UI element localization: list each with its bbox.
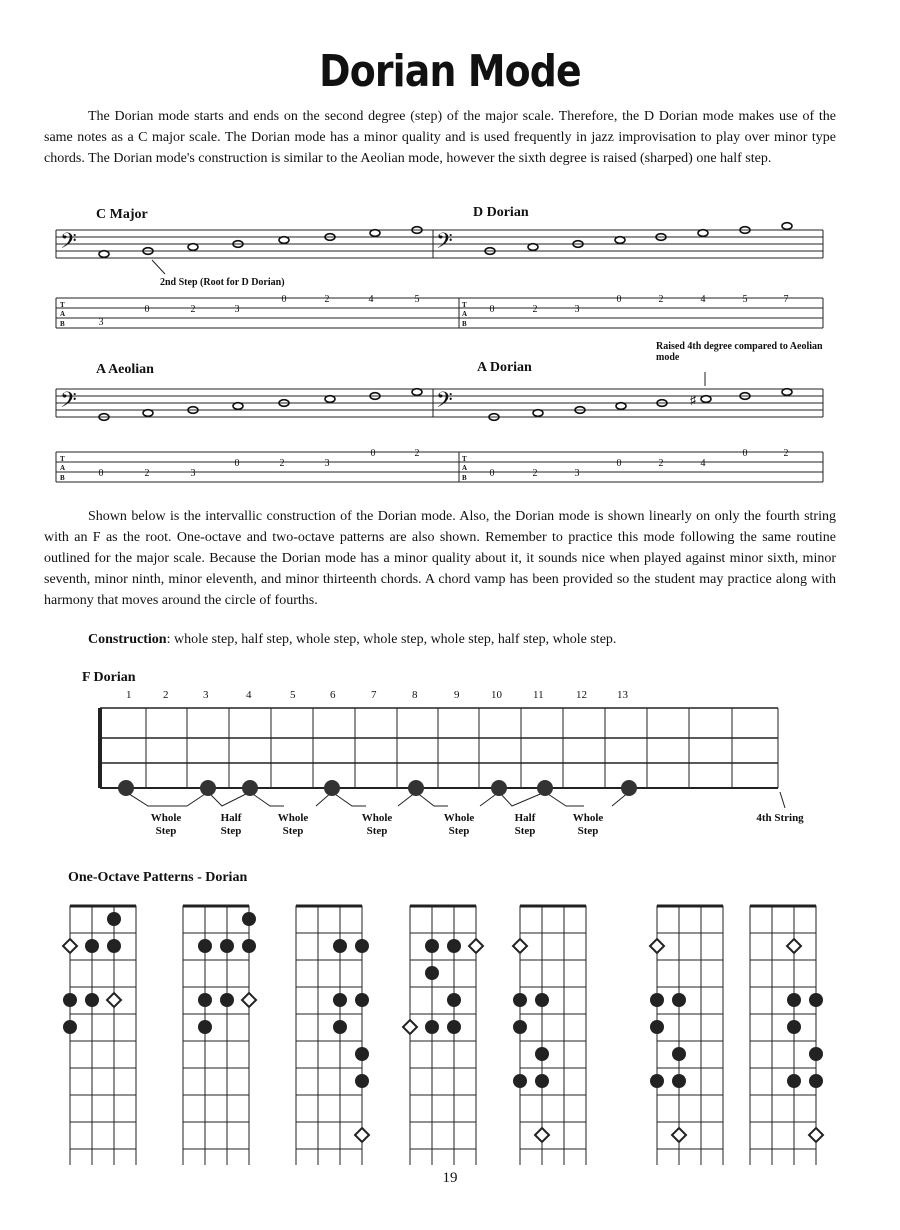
a-dorian-tab [490,448,789,479]
svg-text:T: T [60,455,65,463]
svg-text:0: 0 [234,458,240,469]
svg-text:B: B [462,474,467,482]
svg-text:3: 3 [574,304,580,315]
fret-number: 8 [412,689,418,701]
fret-number: 9 [454,689,460,701]
svg-text:2: 2 [144,468,150,479]
pattern-4 [403,906,483,1165]
construction-line [88,632,616,648]
d-dorian-notes [485,223,792,255]
a-aeolian-label: A Aeolian [96,362,154,377]
step-label: Half Step [514,812,536,837]
tab-2 [56,452,823,482]
tab-1 [56,298,823,328]
svg-text:2: 2 [279,458,285,469]
svg-text:2: 2 [532,468,538,479]
svg-text:3: 3 [190,468,196,479]
sharp-icon: ♯ [690,393,696,407]
svg-text:3: 3 [98,317,104,328]
fret-number: 5 [290,689,296,701]
a-dorian-notes [489,389,792,421]
svg-text:0: 0 [98,468,104,479]
svg-text:0: 0 [144,304,150,315]
notation-systems [0,0,900,500]
svg-text:B: B [60,474,65,482]
svg-text:0: 0 [616,458,622,469]
svg-text:A: A [60,310,66,318]
raised-annotation: Raised 4th degree compared to Aeolian mode [656,341,823,363]
svg-text:2: 2 [324,294,330,305]
c-major-tab [99,294,420,328]
a-aeolian-tab [99,448,420,479]
svg-text:A: A [60,464,66,472]
a-aeolian-notes [99,389,422,421]
c-major-notes [99,227,422,258]
construction-label: Construction [88,632,167,647]
svg-text:B: B [60,320,65,328]
svg-text:B: B [462,320,467,328]
svg-text:5: 5 [414,294,420,305]
svg-text:3: 3 [234,304,240,315]
d-dorian-label: D Dorian [473,205,529,220]
fret-number: 13 [617,689,628,701]
svg-text:4: 4 [700,294,706,305]
body-paragraph: Shown below is the intervallic construction of the Dorian mode. Also, the Dorian mode is shown linearly on only the fourth string with an F as the root. One-octave and two-octave patterns are also shown. Remember to practice this mode following the same routine outlined for the major scale. Because the Dorian mode has a minor quality about it, it sounds nice when played against minor sixth, minor seventh, minor ninth, minor eleventh, and minor thirteenth chords. A chord vamp has been provided so the student may practice along with harmony that moves around the circle of fourths. [44,509,836,608]
fret-number: 11 [533,689,544,701]
f-dorian-label: F Dorian [82,670,136,685]
fret-number: 1 [126,689,132,701]
step-label: Whole Step [150,812,182,837]
fret-number: 2 [163,689,169,701]
svg-text:T: T [462,455,467,463]
fret-number: 3 [203,689,209,701]
svg-text:0: 0 [370,448,376,459]
svg-text:2: 2 [783,448,789,459]
fret-number: 6 [330,689,336,701]
step-label: Whole Step [277,812,309,837]
pattern-6 [650,906,723,1165]
svg-text:2: 2 [190,304,196,315]
string-label: 4th String [756,812,804,824]
svg-text:4: 4 [700,458,706,469]
svg-text:5: 5 [742,294,748,305]
svg-text:A: A [462,310,468,318]
step-label: Whole Step [361,812,393,837]
svg-text:2: 2 [658,294,664,305]
svg-text:4: 4 [368,294,374,305]
svg-text:2: 2 [658,458,664,469]
pattern-7 [750,906,823,1165]
step-label: Half Step [220,812,242,837]
bass-clef-icon: 𝄢 [436,229,453,258]
pattern-3 [296,906,369,1165]
intro-paragraph: The Dorian mode starts and ends on the second degree (step) of the major scale. Therefore, the D Dorian mode makes use of the same notes as a C major scale. The Dorian mode has a minor quality and is used frequently in jazz improvisation to play over minor type chords. The Dorian mode's construction is similar to the Aeolian mode, however the sixth degree is raised (sharped) one half step. [44,109,836,166]
step-label: Whole Step [572,812,604,837]
svg-text:0: 0 [742,448,748,459]
svg-text:3: 3 [324,458,330,469]
pattern-diagrams [0,890,900,1165]
patterns-heading: One-Octave Patterns - Dorian [68,870,248,885]
root-arrow [152,260,165,274]
construction-text: : whole step, half step, whole step, whole step, whole step, half step, whole step. [166,632,617,647]
bass-clef-icon: 𝄢 [60,388,77,417]
svg-text:0: 0 [489,468,495,479]
fret-number: 12 [576,689,587,701]
svg-text:0: 0 [281,294,287,305]
bass-clef-icon: 𝄢 [60,229,77,258]
page-title: Dorian Mode [319,46,581,97]
fret-number: 4 [246,689,252,701]
bass-clef-icon: 𝄢 [436,388,453,417]
svg-text:2: 2 [532,304,538,315]
root-annotation: 2nd Step (Root for D Dorian) [160,277,285,288]
pattern-1 [63,906,136,1165]
svg-text:2: 2 [414,448,420,459]
svg-text:3: 3 [574,468,580,479]
page-number: 19 [442,1170,458,1186]
svg-text:T: T [60,301,65,309]
fret-number: 10 [491,689,502,701]
d-dorian-tab [490,294,789,315]
c-major-label: C Major [96,207,148,222]
svg-text:0: 0 [616,294,622,305]
fretboard-linear [0,700,900,825]
svg-text:T: T [462,301,467,309]
svg-text:0: 0 [489,304,495,315]
svg-text:A: A [462,464,468,472]
pattern-5 [513,906,586,1165]
a-dorian-label: A Dorian [477,360,532,375]
fret-number: 7 [371,689,377,701]
step-label: Whole Step [443,812,475,837]
pattern-2 [183,906,256,1165]
svg-text:7: 7 [783,294,789,305]
